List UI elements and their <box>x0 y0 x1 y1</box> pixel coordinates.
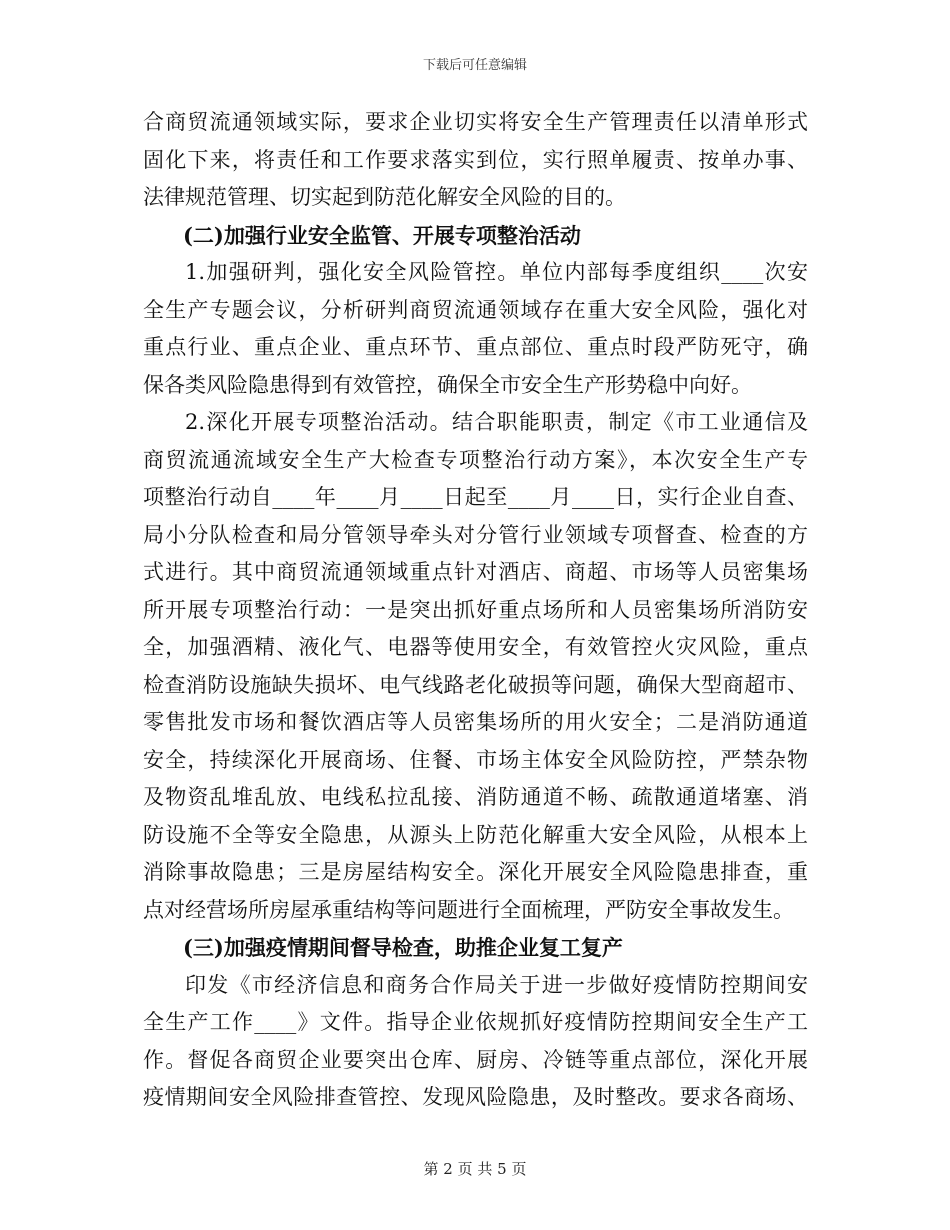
text-line: 安全，持续深化开展商场、住餐、市场主体安全风险防控，严禁杂物 <box>143 747 808 772</box>
page-number: 第 2 页 共 5 页 <box>423 1160 527 1178</box>
text-line: 所开展专项整治行动：一是突出抓好重点场所和人员密集场所消防安 <box>143 597 808 622</box>
paragraph <box>143 104 808 217</box>
section-heading-text: (二)加强行业安全监管、开展专项整治活动 <box>183 222 581 248</box>
text-line: 消除事故隐患；三是房屋结构安全。深化开展安全风险隐患排查，重 <box>143 860 808 884</box>
section-heading <box>143 217 808 255</box>
text-line: 点对经营场所房屋承重结构等问题进行全面梳理，严防安全事故发生。 <box>143 897 794 922</box>
header-note: 下载后可任意编辑 <box>422 58 527 73</box>
text-line: 式进行。其中商贸流通领域重点针对酒店、商超、市场等人员密集场 <box>143 560 808 584</box>
text-line: 保各类风险隐患得到有效管控，确保全市安全生产形势稳中向好。 <box>143 372 752 397</box>
text-line: 及物资乱堆乱放、电线私拉乱接、消防通道不畅、疏散通道堵塞、消 <box>143 785 808 809</box>
text-line: 1.加强研判，强化安全风险管控。单位内部每季度组织____次安 <box>185 260 808 284</box>
text-line: 固化下来，将责任和工作要求落实到位，实行照单履责、按单办事、 <box>143 147 808 172</box>
paragraph <box>143 967 808 1117</box>
text-line: 检查消防设施缺失损坏、电气线路老化破损等问题，确保大型商超市、 <box>143 672 808 697</box>
text-line: 全生产专题会议，分析研判商贸流通领域存在重大安全风险，强化对 <box>143 297 808 322</box>
paragraph <box>143 404 808 929</box>
text-line: 重点行业、重点企业、重点环节、重点部位、重点时段严防死守，确 <box>143 335 808 359</box>
text-line: 局小分队检查和局分管领导牵头对分管行业领域专项督查、检查的方 <box>143 522 808 547</box>
text-line: 疫情期间安全风险排查管控、发现风险隐患，及时整改。要求各商场、 <box>143 1085 808 1109</box>
paragraph <box>143 254 808 404</box>
text-line: 法律规范管理、切实起到防范化解安全风险的目的。 <box>143 185 626 209</box>
text-line: 全生产工作____》文件。指导企业依规抓好疫情防控期间安全生产工 <box>143 1010 808 1034</box>
text-line: 防设施不全等安全隐患，从源头上防范化解重大安全风险，从根本上 <box>143 822 808 847</box>
text-line: 项整治行动自____年____月____日起至____月____日，实行企业自查、 <box>143 485 808 509</box>
text-line: 合商贸流通领域实际，要求企业切实将安全生产管理责任以清单形式 <box>143 110 808 134</box>
text-line: 作。督促各商贸企业要突出仓库、厨房、冷链等重点部位，深化开展 <box>143 1047 808 1072</box>
text-line: 零售批发市场和餐饮酒店等人员密集场所的用火安全；二是消防通道 <box>143 710 808 734</box>
text-line: 印发《市经济信息和商务合作局关于进一步做好疫情防控期间安 <box>185 972 808 997</box>
text-line: 商贸流通流域安全生产大检查专项整治行动方案》，本次安全生产专 <box>143 447 808 472</box>
section-heading <box>143 929 808 967</box>
document-body <box>143 104 808 1117</box>
text-line: 2.深化开展专项整治活动。结合职能职责，制定《市工业通信及 <box>185 410 808 434</box>
section-heading-text: (三)加强疫情期间督导检查，助推企业复工复产 <box>183 935 623 960</box>
text-line: 全，加强酒精、液化气、电器等使用安全，有效管控火灾风险，重点 <box>143 635 808 659</box>
